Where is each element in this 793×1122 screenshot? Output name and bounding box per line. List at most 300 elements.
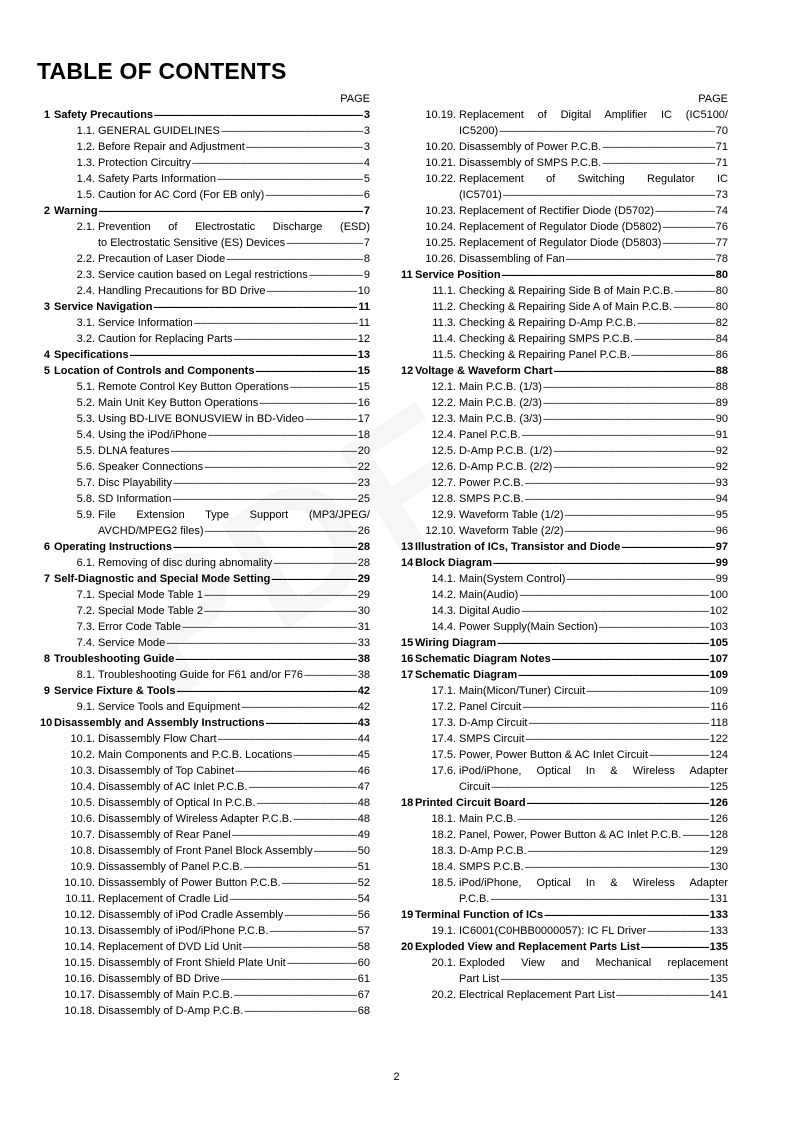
- toc-subsection[interactable]: [401, 715, 728, 731]
- toc-entry-number: 6: [43, 541, 50, 553]
- toc-entry-title: Disassembly of Wireless Adapter P.C.B.: [98, 813, 293, 825]
- toc-subsection[interactable]: [40, 891, 370, 907]
- toc-subsection[interactable]: [40, 315, 370, 331]
- dot-leader: [244, 1003, 356, 1019]
- toc-entry-title: Disassembly of Front Shield Plate Unit: [98, 957, 286, 969]
- toc-entry-page: 100: [709, 589, 728, 601]
- toc-subsection[interactable]: [40, 267, 370, 283]
- toc-entry-title: Exploded View and Replacement Parts List: [415, 941, 640, 953]
- toc-subsection[interactable]: [40, 859, 370, 875]
- toc-entry-line: [40, 107, 370, 123]
- toc-entry-title: Service Information: [98, 317, 193, 329]
- toc-entry-number: 10.4.: [70, 781, 95, 793]
- toc-entry-title: Replacement of DVD Lid Unit: [98, 941, 242, 953]
- toc-entry-title: Digital Audio: [459, 605, 521, 617]
- toc-entry-title-cont: to Electrostatic Sensitive (ES) Devices: [98, 237, 286, 249]
- dot-leader: [599, 619, 709, 635]
- toc-subsection[interactable]: [40, 443, 370, 459]
- dot-leader: [309, 267, 363, 283]
- toc-entry-page: 102: [709, 605, 728, 617]
- toc-entry-title: Checking & Repairing Side B of Main P.C.B.: [459, 285, 674, 297]
- toc-subsection[interactable]: [401, 747, 728, 763]
- toc-entry-line: [40, 939, 370, 955]
- toc-subsection[interactable]: [40, 395, 370, 411]
- toc-entry-number: 2.4.: [76, 285, 95, 297]
- dot-leader: [218, 731, 357, 747]
- toc-entry-page: 58: [357, 941, 370, 953]
- toc-entry-title: Main P.C.B. (2/3): [459, 397, 542, 409]
- toc-entry-title: Disassembly of D-Amp P.C.B.: [98, 1005, 244, 1017]
- toc-entry-page: 126: [709, 797, 728, 809]
- toc-subsection[interactable]: [40, 123, 370, 139]
- toc-entry-line: [401, 747, 728, 763]
- toc-subsection[interactable]: [40, 731, 370, 747]
- toc-subsection[interactable]: [401, 171, 728, 203]
- toc-entry-line: [40, 795, 370, 811]
- toc-entry-title: Main(Audio): [459, 589, 519, 601]
- toc-entry-line: [401, 235, 728, 251]
- toc-entry-title: Disassembly of Top Cabinet: [98, 765, 235, 777]
- toc-entry-page: 96: [715, 525, 728, 537]
- toc-subsection[interactable]: [40, 283, 370, 299]
- toc-entry-page: 42: [357, 701, 370, 713]
- toc-entry-line: [40, 827, 370, 843]
- toc-subsection[interactable]: [401, 491, 728, 507]
- toc-entry-title: Disassembly of Rear Panel: [98, 829, 231, 841]
- toc-subsection[interactable]: [40, 811, 370, 827]
- toc-entry-page: 30: [357, 605, 370, 617]
- toc-subsection[interactable]: [401, 699, 728, 715]
- toc-entry-number: 17.4.: [431, 733, 456, 745]
- toc-entry-line: [401, 683, 728, 699]
- dot-leader: [305, 411, 357, 427]
- toc-entry-page: 105: [709, 637, 728, 649]
- toc-entry-title: Power P.C.B.: [459, 477, 524, 489]
- toc-entry-page: 133: [709, 925, 728, 937]
- dot-leader: [674, 283, 714, 299]
- toc-subsection[interactable]: [40, 747, 370, 763]
- toc-entry-page: 26: [357, 525, 370, 537]
- toc-subsection[interactable]: [401, 859, 728, 875]
- toc-entry-title: Replacement of Regulator Diode (D5803): [459, 237, 662, 249]
- toc-entry-title: Block Diagram: [415, 557, 493, 569]
- toc-entry-line: [40, 331, 370, 347]
- toc-entry-page: 17: [357, 413, 370, 425]
- toc-entry-number: 14.3.: [431, 605, 456, 617]
- toc-entry-line: [401, 459, 728, 475]
- toc-subsection[interactable]: [401, 299, 728, 315]
- toc-entry-number: 20.2.: [431, 989, 456, 1001]
- dot-leader: [543, 411, 715, 427]
- toc-subsection[interactable]: [40, 587, 370, 603]
- toc-entry-title: Service Fixture & Tools: [54, 685, 176, 697]
- toc-subsection[interactable]: [40, 491, 370, 507]
- toc-entry-page: 90: [715, 413, 728, 425]
- toc-entry-line: [401, 411, 728, 427]
- toc-entry-number: 18.4.: [431, 861, 456, 873]
- dot-leader: [246, 139, 363, 155]
- toc-subsection[interactable]: [401, 235, 728, 251]
- toc-subsection[interactable]: [401, 283, 728, 299]
- toc-entry-number: 3.1.: [76, 317, 95, 329]
- toc-subsection[interactable]: [40, 987, 370, 1003]
- toc-subsection[interactable]: [40, 219, 370, 251]
- toc-entry-number: 14: [401, 557, 414, 569]
- toc-entry-title: Disassembly of iPod/iPhone P.C.B.: [98, 925, 269, 937]
- toc-subsection[interactable]: [401, 315, 728, 331]
- toc-subsection[interactable]: [40, 795, 370, 811]
- toc-entry-page: 68: [357, 1005, 370, 1017]
- dot-leader: [314, 843, 357, 859]
- toc-entry-page: 43: [357, 717, 370, 729]
- toc-subsection[interactable]: [40, 619, 370, 635]
- toc-entry-title: Using BD-LIVE BONUSVIEW in BD-Video: [98, 413, 304, 425]
- toc-subsection[interactable]: [401, 139, 728, 155]
- dot-leader: [553, 459, 714, 475]
- toc-entry-line: [401, 203, 728, 219]
- toc-entry-title: Replacement of Rectifier Diode (D5702): [459, 205, 655, 217]
- toc-entry-page: 86: [715, 349, 728, 361]
- toc-subsection[interactable]: [40, 555, 370, 571]
- toc-entry-line: [40, 379, 370, 395]
- toc-section[interactable]: [401, 539, 728, 555]
- toc-subsection[interactable]: [40, 187, 370, 203]
- dot-leader: [553, 443, 714, 459]
- toc-entry-line: [40, 747, 370, 763]
- toc-section[interactable]: [40, 571, 370, 587]
- toc-subsection[interactable]: [40, 843, 370, 859]
- toc-subsection[interactable]: [401, 571, 728, 587]
- toc-entry-line: [401, 363, 728, 379]
- toc-entry-number: 18: [401, 797, 414, 809]
- toc-subsection[interactable]: [401, 875, 728, 907]
- dot-leader: [229, 891, 357, 907]
- toc-section[interactable]: [40, 363, 370, 379]
- toc-entry-page: 6: [363, 189, 370, 201]
- toc-entry-page: 109: [709, 669, 728, 681]
- toc-entry-number: 10.10.: [64, 877, 95, 889]
- toc-entry-number: 10.12.: [64, 909, 95, 921]
- toc-entry-line: [401, 283, 728, 299]
- toc-entry-number: 10.2.: [70, 749, 95, 761]
- toc-entry-line: [40, 299, 370, 315]
- dot-leader: [525, 731, 708, 747]
- toc-entry-page: 29: [357, 589, 370, 601]
- toc-subsection[interactable]: [40, 139, 370, 155]
- toc-subsection[interactable]: [40, 667, 370, 683]
- toc-entry-line: [401, 379, 728, 395]
- toc-entry-line: [401, 731, 728, 747]
- toc-entry-line: [401, 491, 728, 507]
- toc-subsection[interactable]: [401, 987, 728, 1003]
- toc-entry-line: [401, 875, 728, 891]
- toc-section[interactable]: [401, 363, 728, 379]
- toc-subsection[interactable]: [401, 411, 728, 427]
- toc-section[interactable]: [40, 683, 370, 699]
- toc-subsection[interactable]: [40, 779, 370, 795]
- toc-subsection[interactable]: [401, 251, 728, 267]
- toc-entry-line: [40, 811, 370, 827]
- dot-leader: [265, 187, 363, 203]
- toc-entry-number: 15: [401, 637, 414, 649]
- toc-entry-line: [40, 427, 370, 443]
- toc-entry-title-cont: P.C.B.: [459, 893, 490, 905]
- toc-entry-line: [40, 619, 370, 635]
- toc-section[interactable]: [40, 299, 370, 315]
- dot-leader: [282, 875, 357, 891]
- toc-entry-number: 12.7.: [431, 477, 456, 489]
- toc-subsection[interactable]: [401, 395, 728, 411]
- toc-subsection[interactable]: [40, 907, 370, 923]
- toc-entry-line: [401, 171, 728, 187]
- toc-entry-page: 7: [363, 205, 370, 217]
- toc-subsection[interactable]: [40, 635, 370, 651]
- toc-entry-line: [40, 203, 370, 219]
- toc-entry-number: 3: [43, 301, 50, 313]
- toc-entry-page: 11: [358, 301, 370, 313]
- toc-entry-title: D-Amp P.C.B. (1/2): [459, 445, 553, 457]
- dot-leader: [682, 827, 708, 843]
- toc-subsection[interactable]: [401, 475, 728, 491]
- toc-subsection[interactable]: [40, 411, 370, 427]
- toc-subsection[interactable]: [40, 1003, 370, 1019]
- toc-entry-title: Voltage & Waveform Chart: [415, 365, 553, 377]
- toc-section[interactable]: [40, 107, 370, 123]
- toc-entry-page: 122: [709, 733, 728, 745]
- toc-entry-title: SMPS Circuit: [459, 733, 525, 745]
- toc-entry-title: Protection Circuitry: [98, 157, 191, 169]
- toc-entry-line: [401, 699, 728, 715]
- toc-entry-title: Disassembly of BD Drive: [98, 973, 220, 985]
- toc-section[interactable]: [401, 907, 728, 923]
- toc-subsection[interactable]: [401, 763, 728, 795]
- toc-entry-line: [40, 891, 370, 907]
- toc-entry-page: 11: [358, 317, 370, 329]
- toc-entry-line: [401, 539, 728, 555]
- toc-entry-number: 12.9.: [431, 509, 456, 521]
- toc-subsection[interactable]: [40, 155, 370, 171]
- toc-section[interactable]: [40, 347, 370, 363]
- toc-entry-page: 107: [709, 653, 728, 665]
- toc-entry-page: 92: [715, 445, 728, 457]
- toc-subsection[interactable]: [40, 507, 370, 539]
- toc-entry-page: 48: [357, 813, 370, 825]
- dot-leader: [565, 507, 715, 523]
- toc-subsection[interactable]: [40, 699, 370, 715]
- toc-entry-number: 10.7.: [70, 829, 95, 841]
- dot-leader: [525, 491, 715, 507]
- toc-entry-title: Waveform Table (2/2): [459, 525, 564, 537]
- toc-entry-number: 3.2.: [76, 333, 95, 345]
- toc-entry-number: 12.8.: [431, 493, 456, 505]
- toc-entry-page: 92: [715, 461, 728, 473]
- toc-entry-page: 47: [357, 781, 370, 793]
- toc-subsection[interactable]: [401, 811, 728, 827]
- toc-entry-line: [401, 331, 728, 347]
- dot-leader: [649, 747, 709, 763]
- dot-leader: [502, 267, 715, 283]
- toc-section[interactable]: [401, 651, 728, 667]
- toc-entry-page: 71: [715, 141, 728, 153]
- toc-section[interactable]: [40, 539, 370, 555]
- toc-subsection[interactable]: [40, 475, 370, 491]
- toc-entry-title-cont: (IC5701): [459, 189, 502, 201]
- toc-subsection[interactable]: [40, 763, 370, 779]
- toc-entry-title: Printed Circuit Board: [415, 797, 526, 809]
- toc-entry-title: Safety Precautions: [54, 109, 154, 121]
- toc-subsection[interactable]: [401, 923, 728, 939]
- toc-entry-number: 12.6.: [431, 461, 456, 473]
- toc-entry-line: [40, 411, 370, 427]
- toc-entry-line: [401, 251, 728, 267]
- toc-entry-page: 29: [357, 573, 370, 585]
- toc-subsection[interactable]: [401, 219, 728, 235]
- toc-entry-title: Caution for AC Cord (For EB only): [98, 189, 265, 201]
- toc-subsection[interactable]: [401, 523, 728, 539]
- toc-subsection[interactable]: [40, 939, 370, 955]
- dot-leader: [284, 907, 357, 923]
- toc-subsection[interactable]: [401, 507, 728, 523]
- toc-entry-page: 28: [357, 557, 370, 569]
- toc-subsection[interactable]: [40, 955, 370, 971]
- toc-subsection[interactable]: [401, 155, 728, 171]
- toc-section[interactable]: [40, 715, 370, 731]
- toc-subsection[interactable]: [40, 971, 370, 987]
- toc-entry-line: [40, 123, 370, 139]
- toc-entry-number: 17.3.: [431, 717, 456, 729]
- toc-section[interactable]: [401, 267, 728, 283]
- toc-entry-number: 10.16.: [64, 973, 95, 985]
- toc-entry-title: Disassembling of Fan: [459, 253, 565, 265]
- toc-entry-title: Checking & Repairing Panel P.C.B.: [459, 349, 631, 361]
- toc-entry-title: Checking & Repairing D-Amp P.C.B.: [459, 317, 637, 329]
- toc-subsection[interactable]: [401, 587, 728, 603]
- toc-section[interactable]: [401, 635, 728, 651]
- toc-entry-line: [40, 555, 370, 571]
- toc-entry-line: [401, 219, 728, 235]
- dot-leader: [634, 331, 715, 347]
- toc-subsection[interactable]: [40, 875, 370, 891]
- dot-leader: [232, 827, 357, 843]
- toc-entry-page: 95: [715, 509, 728, 521]
- dot-leader: [621, 539, 714, 555]
- toc-entry-line: [40, 779, 370, 795]
- dot-leader: [271, 571, 356, 587]
- toc-entry-title: Replacement of Digital Amplifier IC (IC5100/: [459, 109, 728, 121]
- toc-subsection[interactable]: [401, 619, 728, 635]
- toc-entry-number: 20.1.: [431, 957, 456, 969]
- toc-entry-number: 10.22.: [425, 173, 456, 185]
- toc-entry-title: Panel, Power, Power Button & AC Inlet P.C.B.: [459, 829, 682, 841]
- toc-entry-line: [40, 731, 370, 747]
- dot-leader: [491, 779, 708, 795]
- toc-subsection[interactable]: [401, 683, 728, 699]
- toc-subsection[interactable]: [401, 955, 728, 987]
- dot-leader: [221, 123, 363, 139]
- toc-subsection[interactable]: [401, 107, 728, 139]
- dot-leader: [99, 203, 363, 219]
- toc-section[interactable]: [40, 651, 370, 667]
- toc-entry-number: 2: [43, 205, 50, 217]
- dot-leader: [166, 635, 356, 651]
- toc-entry-line: [40, 251, 370, 267]
- toc-entry-line: [40, 171, 370, 187]
- dot-leader: [217, 171, 363, 187]
- toc-subsection[interactable]: [40, 251, 370, 267]
- toc-entry-line: [401, 939, 728, 955]
- toc-entry-page: 135: [709, 941, 728, 953]
- dot-leader: [171, 443, 357, 459]
- toc-subsection[interactable]: [401, 459, 728, 475]
- dot-leader: [257, 795, 357, 811]
- toc-entry-line: [401, 299, 728, 315]
- toc-section[interactable]: [40, 203, 370, 219]
- dot-leader: [172, 491, 356, 507]
- toc-subsection[interactable]: [401, 731, 728, 747]
- toc-entry-page: 76: [715, 221, 728, 233]
- toc-entry-page: 133: [709, 909, 728, 921]
- toc-subsection[interactable]: [401, 331, 728, 347]
- toc-entry-line: [401, 779, 728, 795]
- toc-section[interactable]: [401, 667, 728, 683]
- toc-subsection[interactable]: [40, 331, 370, 347]
- toc-entry-title: Troubleshooting Guide for F61 and/or F76: [98, 669, 304, 681]
- toc-entry-line: [401, 955, 728, 971]
- toc-subsection[interactable]: [40, 379, 370, 395]
- toc-entry-page: 42: [357, 685, 370, 697]
- toc-entry-title: Specifications: [54, 349, 129, 361]
- dot-leader: [204, 603, 357, 619]
- toc-subsection[interactable]: [40, 459, 370, 475]
- toc-entry-line: [401, 395, 728, 411]
- toc-section[interactable]: [401, 939, 728, 955]
- toc-entry-page: 20: [357, 445, 370, 457]
- toc-subsection[interactable]: [401, 427, 728, 443]
- toc-subsection[interactable]: [40, 923, 370, 939]
- toc-subsection[interactable]: [401, 203, 728, 219]
- toc-entry-number: 10.21.: [425, 157, 456, 169]
- toc-subsection[interactable]: [401, 379, 728, 395]
- toc-entry-page: 67: [357, 989, 370, 1001]
- toc-entry-number: 7.2.: [76, 605, 95, 617]
- toc-entry-number: 10.11.: [65, 893, 95, 905]
- toc-entry-line: [401, 603, 728, 619]
- toc-entry-title: Before Repair and Adjustment: [98, 141, 245, 153]
- toc-section[interactable]: [401, 555, 728, 571]
- toc-subsection[interactable]: [40, 827, 370, 843]
- toc-entry-number: 10.5.: [70, 797, 95, 809]
- toc-entry-title: D-Amp Circuit: [459, 717, 528, 729]
- toc-subsection[interactable]: [401, 843, 728, 859]
- toc-subsection[interactable]: [401, 827, 728, 843]
- toc-entry-line: [401, 619, 728, 635]
- page-number: 2: [393, 1071, 400, 1083]
- toc-entry-page: 3: [363, 125, 370, 137]
- toc-subsection[interactable]: [40, 427, 370, 443]
- toc-section[interactable]: [401, 795, 728, 811]
- toc-entry-page: 5: [363, 173, 370, 185]
- dot-leader: [525, 475, 715, 491]
- dot-leader: [194, 315, 358, 331]
- toc-entry-page: 23: [357, 477, 370, 489]
- toc-subsection[interactable]: [40, 171, 370, 187]
- toc-subsection[interactable]: [401, 443, 728, 459]
- toc-subsection[interactable]: [401, 603, 728, 619]
- toc-subsection[interactable]: [40, 603, 370, 619]
- toc-entry-title-cont: Circuit: [459, 781, 491, 793]
- toc-subsection[interactable]: [401, 347, 728, 363]
- toc-entry-title-cont: Part List: [459, 973, 500, 985]
